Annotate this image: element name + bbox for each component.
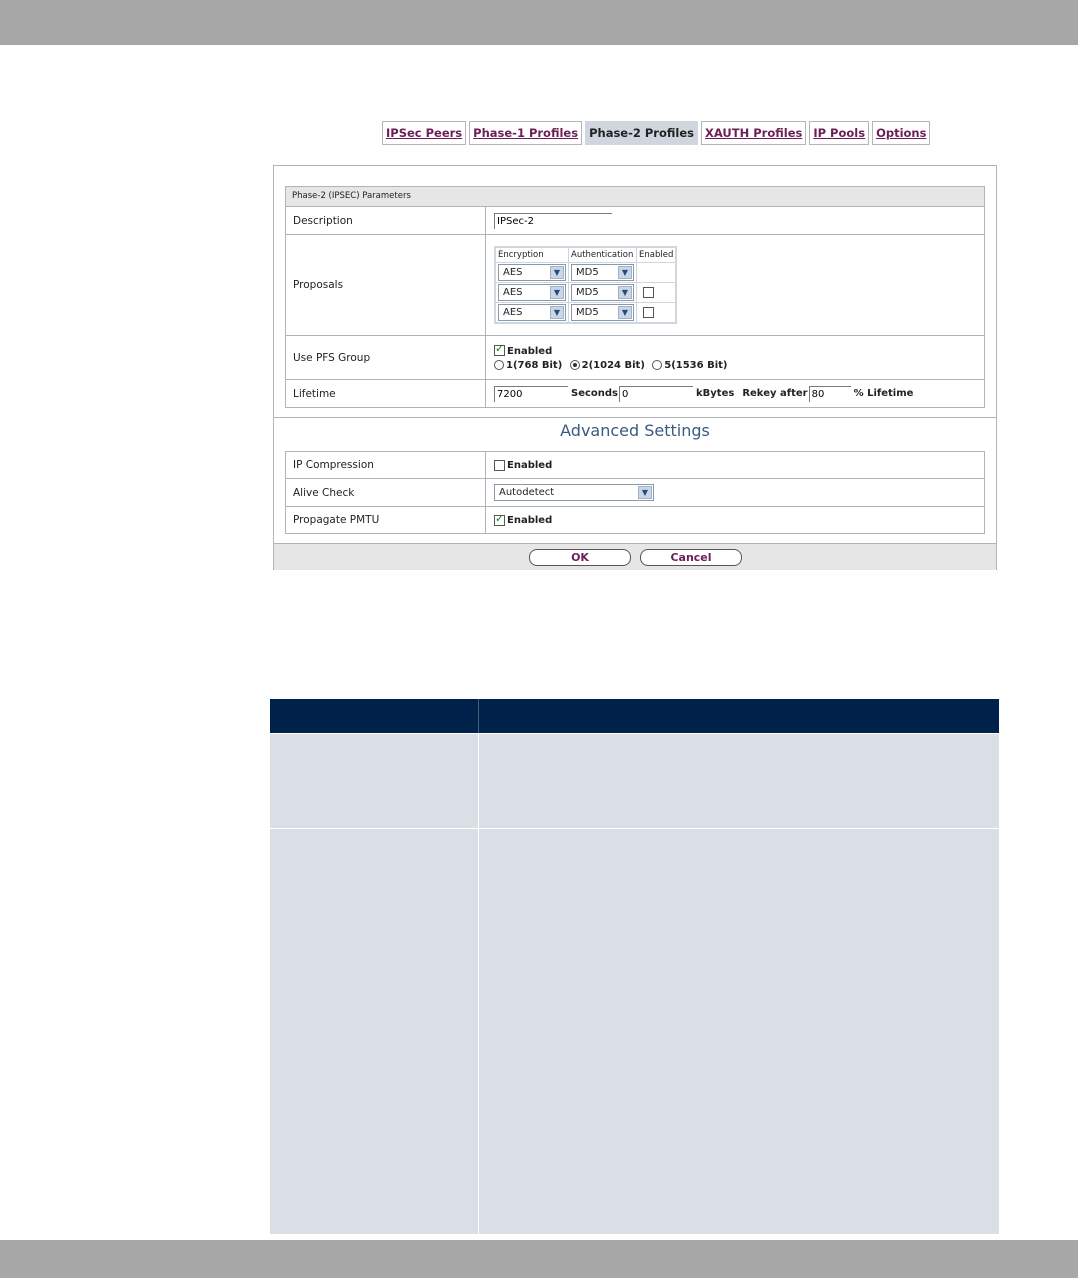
encryption-header: Encryption: [495, 247, 569, 263]
description-label: Description: [286, 207, 486, 234]
chevron-down-icon: ▼: [618, 286, 632, 299]
table-cell: [479, 734, 999, 828]
rekey-percent-input[interactable]: [809, 386, 851, 402]
ip-compression-checkbox[interactable]: [494, 460, 505, 471]
lifetime-seconds-input[interactable]: [494, 386, 568, 402]
pfs-enabled-checkbox[interactable]: [494, 345, 505, 356]
pfs-row: [286, 336, 984, 380]
authentication-header: Authentication: [569, 247, 637, 263]
tab-ip-pools[interactable]: IP Pools: [809, 121, 869, 145]
pfs-option-768-label: 1(768 Bit): [506, 359, 563, 371]
seconds-label: Seconds: [571, 388, 619, 399]
settings-panel: [273, 165, 997, 570]
chevron-down-icon: ▼: [618, 306, 632, 319]
propagate-pmtu-checkbox[interactable]: [494, 515, 505, 526]
phase2-parameters-section: [285, 186, 985, 408]
field-description-table: [270, 699, 999, 1234]
alive-check-label: Alive Check: [286, 479, 486, 506]
ok-button[interactable]: OK: [529, 549, 631, 566]
table-cell: [479, 829, 999, 1234]
ip-compression-enabled-label: Enabled: [507, 459, 553, 471]
kbytes-label: kBytes: [696, 388, 735, 399]
divider: [274, 417, 996, 418]
button-footer: [274, 543, 996, 570]
proposal-enabled-checkbox-3[interactable]: [643, 307, 654, 318]
authentication-select-2[interactable]: MD5 ▼: [571, 284, 634, 301]
chevron-down-icon: ▼: [618, 266, 632, 279]
pfs-radio-1024[interactable]: [570, 360, 580, 370]
lifetime-label: Lifetime: [286, 380, 486, 407]
proposals-row: [286, 235, 984, 336]
table-row: [270, 733, 999, 828]
alive-check-select[interactable]: Autodetect ▼: [494, 484, 654, 501]
advanced-settings-section: [285, 451, 985, 534]
description-input[interactable]: [494, 213, 612, 229]
section-title: Phase-2 (IPSEC) Parameters: [286, 187, 984, 207]
propagate-pmtu-label: Propagate PMTU: [286, 507, 486, 533]
tab-options[interactable]: Options: [872, 121, 930, 145]
lifetime-row: [286, 380, 984, 407]
authentication-select-1[interactable]: MD5 ▼: [571, 264, 634, 281]
description-row: [286, 207, 984, 235]
tab-phase1-profiles[interactable]: Phase-1 Profiles: [469, 121, 582, 145]
encryption-select-2[interactable]: AES ▼: [498, 284, 566, 301]
rekey-after-label: Rekey after: [742, 388, 808, 399]
percent-lifetime-label: % Lifetime: [853, 388, 914, 399]
pfs-option-1536-label: 5(1536 Bit): [664, 359, 728, 371]
tab-bar: [382, 121, 933, 145]
propagate-pmtu-enabled-label: Enabled: [507, 514, 553, 526]
chevron-down-icon: ▼: [550, 266, 564, 279]
lifetime-kbytes-input[interactable]: [619, 386, 693, 402]
pfs-option-1024-label: 2(1024 Bit): [581, 359, 645, 371]
encryption-select-3[interactable]: AES ▼: [498, 304, 566, 321]
tab-ipsec-peers[interactable]: IPSec Peers: [382, 121, 466, 145]
enabled-header: Enabled: [637, 247, 677, 263]
proposal-enabled-checkbox-2[interactable]: [643, 287, 654, 298]
table-cell: [270, 829, 479, 1234]
cancel-button[interactable]: Cancel: [640, 549, 742, 566]
propagate-pmtu-row: [286, 507, 984, 533]
pfs-enabled-label: Enabled: [507, 345, 553, 357]
table-header: [270, 699, 999, 733]
chevron-down-icon: ▼: [638, 486, 652, 499]
table-header-cell: [270, 699, 479, 733]
table-row: [270, 828, 999, 1234]
table-cell: [270, 734, 479, 828]
top-bar: [0, 0, 1078, 45]
encryption-select-1[interactable]: AES ▼: [498, 264, 566, 281]
pfs-label: Use PFS Group: [286, 336, 486, 379]
pfs-radio-768[interactable]: [494, 360, 504, 370]
proposals-label: Proposals: [286, 235, 486, 335]
pfs-radio-1536[interactable]: [652, 360, 662, 370]
tab-xauth-profiles[interactable]: XAUTH Profiles: [701, 121, 806, 145]
table-header-cell: [479, 699, 999, 733]
ip-compression-label: IP Compression: [286, 452, 486, 478]
chevron-down-icon: ▼: [550, 306, 564, 319]
advanced-settings-title: Advanced Settings: [560, 421, 710, 440]
proposals-table: [494, 246, 677, 324]
chevron-down-icon: ▼: [550, 286, 564, 299]
alive-check-row: [286, 479, 984, 507]
bottom-bar: [0, 1240, 1078, 1278]
authentication-select-3[interactable]: MD5 ▼: [571, 304, 634, 321]
ip-compression-row: [286, 452, 984, 479]
tab-phase2-profiles[interactable]: Phase-2 Profiles: [585, 121, 698, 145]
